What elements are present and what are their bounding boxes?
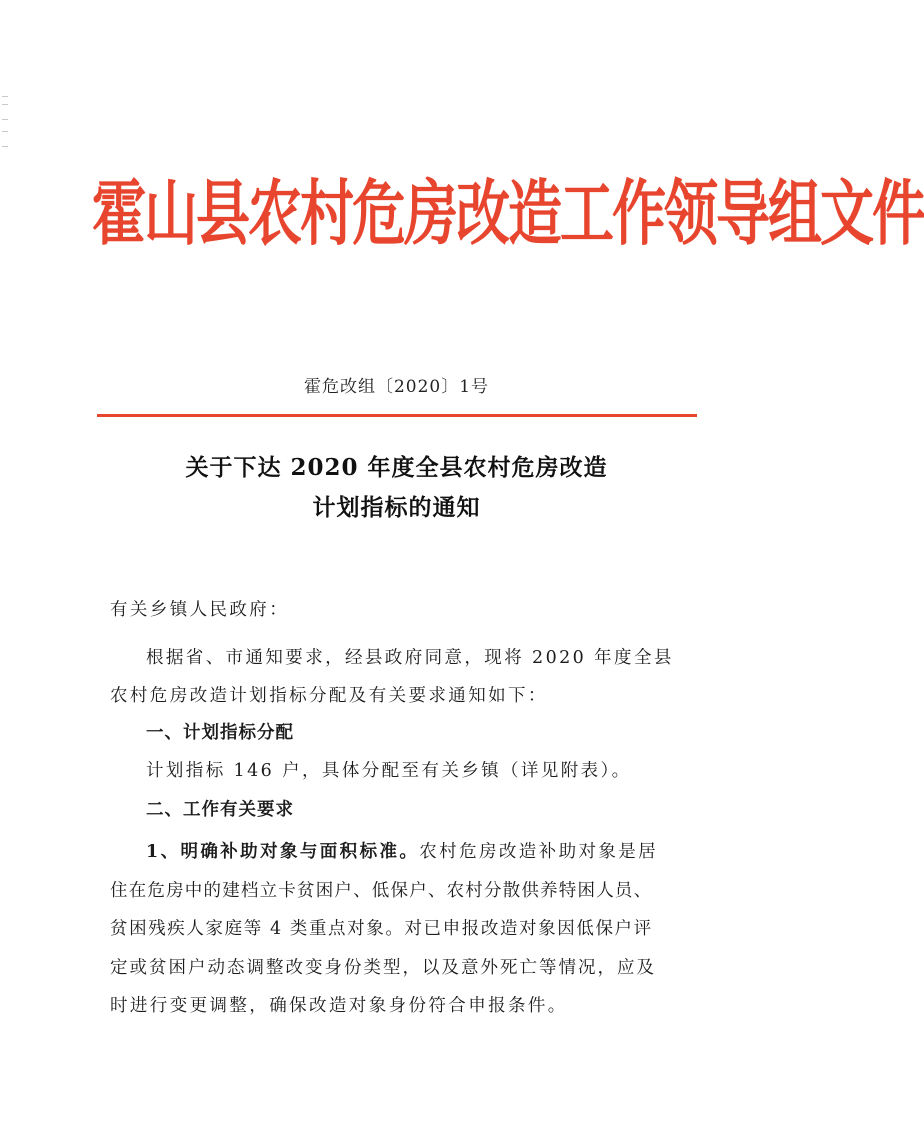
red-divider-line: [97, 414, 697, 417]
scan-artifact: [2, 146, 8, 147]
document-header-title: 霍山县农村危房改造工作领导组文件: [92, 170, 924, 256]
section-1-heading: 一、计划指标分配: [146, 723, 294, 743]
paragraph-1-line-1: 根据省、市通知要求，经县政府同意，现将 2020 年度全县: [146, 648, 674, 668]
item-1-line-3: 贫困残疾人家庭等 4 类重点对象。对已申报改造对象因低保户评: [110, 919, 653, 939]
scan-artifact: [2, 119, 8, 120]
notice-title-line-1: 关于下达 2020 年度全县农村危房改造: [185, 454, 608, 481]
item-1-line-2: 住在危房中的建档立卡贫困户、低保户、农村分散供养特困人员、: [110, 881, 653, 901]
notice-title-line-2: 计划指标的通知: [312, 494, 481, 521]
item-1-lead: 1、明确补助对象与面积标准。: [146, 842, 420, 862]
scan-artifact: [2, 104, 8, 105]
salutation: 有关乡镇人民政府：: [110, 600, 290, 620]
item-1-line-5: 时进行变更调整，确保改造对象身份符合申报条件。: [110, 996, 568, 1016]
scan-artifact: [2, 96, 8, 97]
scan-artifact: [2, 131, 8, 132]
document-number: 霍危改组〔2020〕1号: [303, 377, 490, 397]
section-1-text: 计划指标 146 户，具体分配至有关乡镇（详见附表）。: [146, 761, 632, 781]
item-1-line-4: 定或贫困户动态调整改变身份类型，以及意外死亡等情况，应及: [110, 958, 656, 978]
section-2-heading: 二、工作有关要求: [146, 800, 294, 820]
paragraph-1-line-2: 农村危房改造计划指标分配及有关要求通知如下：: [110, 686, 548, 706]
item-1-line-1-rest: 农村危房改造补助对象是居: [419, 842, 659, 862]
item-1-line-1: [146, 839, 726, 865]
